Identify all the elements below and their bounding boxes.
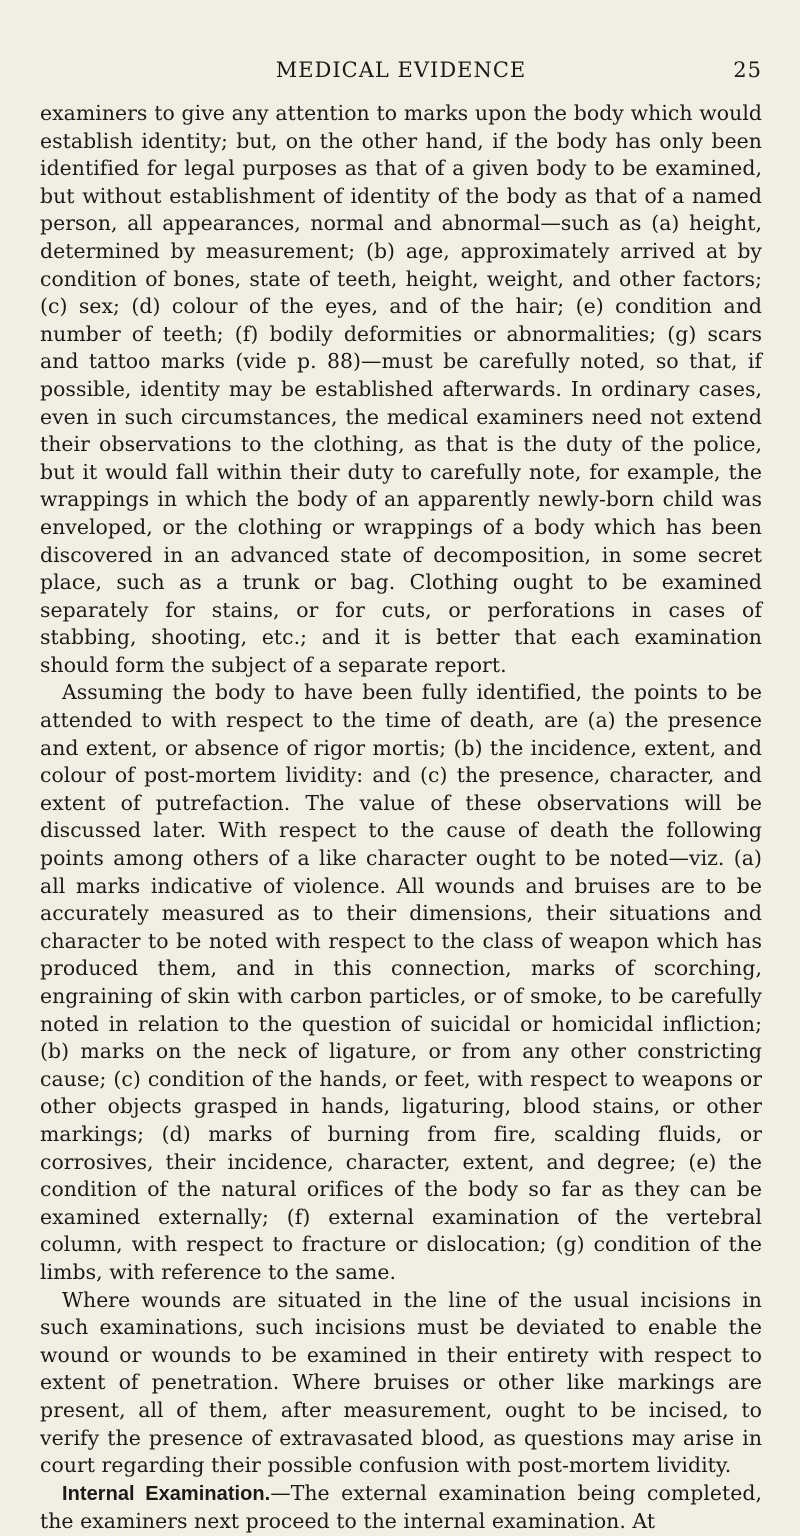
document-page <box>0 58 800 1534</box>
section-text: —The external examination being completed, the examiners next proceed to the internal examination. At <box>40 1480 762 1534</box>
section-heading: Internal Examination. <box>62 1482 271 1505</box>
paragraph: Assuming the body to have been fully identified, the points to be attended to with respect to the time of death, are (a) the presence and extent, or absence of rigor mortis; (b) the incidence, extent, and colour of post-mortem lividity: and (c) the presence, character, and extent of putrefaction. The value of these observations will be discussed later. With respect to the cause of death the following points among others of a like character ought to be noted—viz. (a) all marks indicative of violence. All wounds and bruises are to be accurately measured as to their dimensions, their situations and character to be noted with respect to the class of weapon which has produced them, and in this connection, marks of scorching, engraining of skin with carbon particles, or of smoke, to be carefully noted in relation to the question of suicidal or homicidal infliction; (b) marks on the neck of ligature, or from any other constricting cause; (c) condition of the hands, or feet, with respect to weapons or other objects grasped in hands, ligaturing, blood stains, or other markings; (d) marks of burning from fire, scalding fluids, or corrosives, their incidence, character, extent, and degree; (e) the condition of the natural orifices of the body so far as they can be examined externally; (f) external examination of the vertebral column, with respect to fracture or dislocation; (g) condition of the limbs, with reference to the same. <box>40 680 762 1284</box>
paragraph: Where wounds are situated in the line of the usual incisions in such examinations, such incisions must be deviated to enable the wound or wounds to be examined in their entirety with respect to extent of penetration. Where bruises or other like markings are present, all of them, after measurement, ought to be incised, to verify the presence of extravasated blood, as questions may arise in court regarding their possible confusion with post-mortem lividity. <box>40 1287 762 1478</box>
paragraph: examiners to give any attention to marks upon the body which would establish identity; but, on the other hand, if the body has only been identified for legal purposes as that of a given body to be examined, but without establishment of identity of the body as that of a named person, all appearances, normal and abnormal—such as (a) height, determined by measurement; (b) age, approximately arrived at by condition of bones, state of teeth, height, weight, and other factors; (c) sex; (d) colour of the eyes, and of the hair; (e) condition and number of teeth; (f) bodily deformities or abnormalities; (g) scars and tattoo marks (vide p. 88)—must be carefully noted, so that, if possible, identity may be established afterwards. In ordinary cases, even in such circumstances, the medical examiners need not extend their observations to the clothing, as that is the duty of the police, but it would fall within their duty to carefully note, for example, the wrappings in which the body of an apparently newly-born child was enveloped, or the clothing or wrappings of a body which has been discovered in an advanced state of decomposition, in some secret place, such as a trunk or bag. Clothing ought to be examined separately for stains, or for cuts, or perforations in cases of stabbing, shooting, etc.; and it is better that each examination should form the subject of a separate report. <box>40 101 762 677</box>
running-head <box>40 58 762 84</box>
page-number: 25 <box>733 58 762 82</box>
page-title: MEDICAL EVIDENCE <box>275 58 527 82</box>
paragraph <box>40 1480 762 1536</box>
body-text <box>40 100 762 1536</box>
